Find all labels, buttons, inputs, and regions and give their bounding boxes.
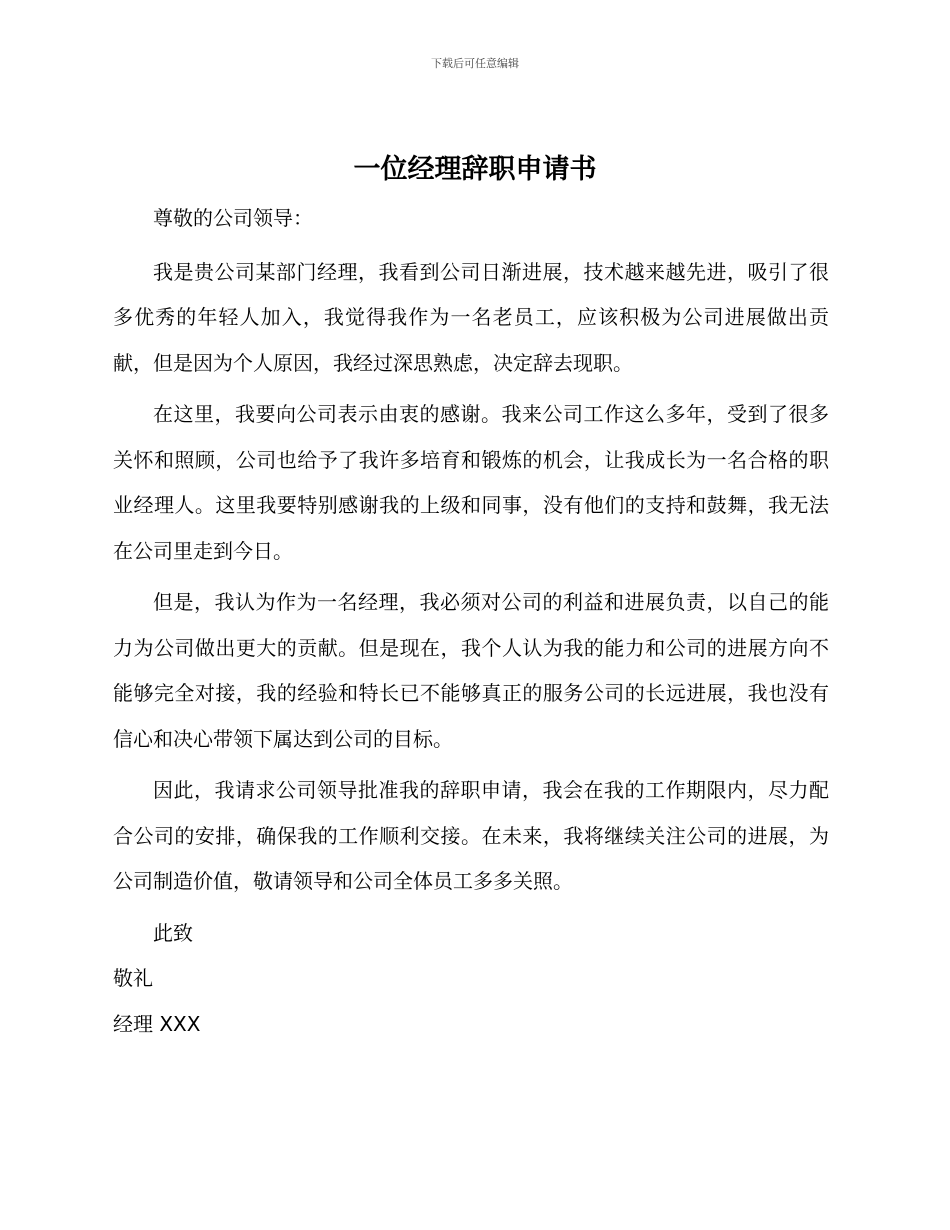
paragraph-4: 因此，我请求公司领导批准我的辞职申请，我会在我的工作期限内，尽力配合公司的安排，确保我的工作顺利交接。在未来，我将继续关注公司的进展，为公司制造价值，敬请领导和公司全体员工多多关照。: [113, 778, 829, 893]
header-note: 下载后可任意编辑: [431, 57, 519, 70]
regards: 敬礼: [113, 966, 153, 990]
salutation: 尊敬的公司领导：: [153, 206, 313, 230]
paragraph-3: 但是，我认为作为一名经理，我必须对公司的利益和进展负责，以自己的能力为公司做出更大的贡献。但是现在，我个人认为我的能力和公司的进展方向不能够完全对接，我的经验和特长已不能够真正的服务公司的长远进展，我也没有信心和决心带领下属达到公司的目标。: [113, 590, 829, 751]
closing: 此致: [153, 920, 193, 945]
paragraph-2: 在这里，我要向公司表示由衷的感谢。我来公司工作这么多年，受到了很多关怀和照顾，公司也给予了我许多培育和锻炼的机会，让我成长为一名合格的职业经理人。这里我要特别感谢我的上级和同事，没有他们的支持和鼓舞，我无法在公司里走到今日。: [113, 402, 829, 563]
document-title: 一位经理辞职申请书: [353, 154, 597, 185]
letter-body: [113, 196, 829, 1047]
paragraph-1: 我是贵公司某部门经理，我看到公司日渐进展，技术越来越先进，吸引了很多优秀的年轻人加入，我觉得我作为一名老员工，应该积极为公司进展做出贡献，但是因为个人原因，我经过深思熟虑，决定辞去现职。: [113, 259, 829, 375]
signature: 经理 XXX: [113, 1011, 201, 1036]
